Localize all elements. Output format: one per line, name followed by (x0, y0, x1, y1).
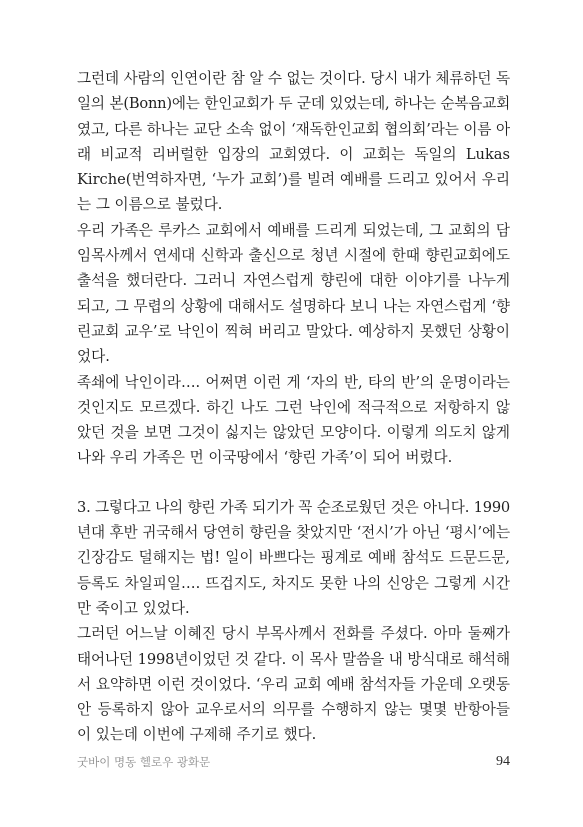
text-line: 서 요약하면 이런 것이었다. ‘우리 교회 예배 참석자들 가운데 오랫동 (77, 675, 510, 693)
text-line: 것인지도 모르겠다. 하긴 나도 그런 낙인에 적극적으로 저항하지 않 (77, 398, 510, 416)
text-line: 았던 것을 보면 그것이 싫지는 않았던 모양이다. 이렇게 의도치 않게 (77, 424, 510, 442)
text-line: Kirche(번역하자면, ‘누가 교회’)를 빌려 예배를 드리고 있어서 우리 (77, 171, 510, 189)
paragraph (77, 495, 510, 621)
text-line: 족쇄에 낙인이라…. 어쩌면 이런 게 ‘자의 반, 타의 반’의 운명이라는 (77, 373, 510, 391)
text-line: 3. 그렇다고 나의 향린 가족 되기가 꼭 순조로웠던 것은 아니다. 1990 (77, 498, 510, 516)
running-footer-title: 굿바이 명동 헬로우 광화문 (77, 755, 211, 769)
text-line: 긴장감도 덜해지는 법! 일이 바쁘다는 핑계로 예배 참석도 드문드문, (77, 549, 510, 567)
text-line: 태어나던 1998년이었던 것 같다. 이 목사 말씀을 내 방식대로 해석해 (77, 650, 510, 668)
text-line: 안 등록하지 않아 교우로서의 의무를 수행하지 않는 몇몇 반항아들 (77, 701, 510, 719)
text-line: 출석을 했더란다. 그러니 자연스럽게 향린에 대한 이야기를 나누게 (77, 272, 510, 290)
body-text (77, 66, 510, 748)
text-line: 래 비교적 리버럴한 입장의 교회였다. 이 교회는 독일의 Lukas (77, 145, 510, 163)
text-line: 우리 가족은 루카스 교회에서 예배를 드리게 되었는데, 그 교회의 담 (77, 221, 510, 239)
text-line: 되고, 그 무렵의 상황에 대해서도 설명하다 보니 나는 자연스럽게 ‘향 (77, 297, 510, 315)
paragraph (77, 621, 510, 747)
text-line: 는 그 이름으로 불렀다. (77, 196, 223, 214)
text-line: 만 죽이고 있었다. (77, 599, 190, 617)
section-spacer (77, 471, 510, 495)
text-line: 년대 후반 귀국해서 당연히 향린을 찾았지만 ‘전시’가 아닌 ‘평시’에는 (77, 524, 510, 542)
text-line: 일의 본(Bonn)에는 한인교회가 두 군데 있었는데, 하나는 순복음교회 (77, 95, 510, 113)
text-line: 그러던 어느날 이혜진 당시 부목사께서 전화를 주셨다. 아마 둘째가 (77, 625, 510, 643)
paragraph (77, 66, 510, 218)
paragraph (77, 370, 510, 471)
text-line: 었다. (77, 348, 110, 366)
paragraph (77, 218, 510, 370)
text-line: 였고, 다른 하나는 교단 소속 없이 ‘재독한인교회 협의회’라는 이름 아 (77, 120, 510, 138)
text-line: 이 있는데 이번에 구제해 주기로 했다. (77, 726, 317, 744)
text-line: 그런데 사람의 인연이란 참 알 수 없는 것이다. 당시 내가 체류하던 독 (77, 70, 510, 87)
page-footer (77, 752, 510, 772)
text-line: 임목사께서 연세대 신학과 출신으로 청년 시절에 한때 향린교회에도 (77, 247, 510, 265)
page-number: 94 (496, 754, 510, 769)
text-line: 나와 우리 가족은 먼 이국땅에서 ‘향린 가족’이 되어 버렸다. (77, 449, 453, 467)
text-line: 린교회 교우’로 낙인이 찍혀 버리고 말았다. 예상하지 못했던 상황이 (77, 322, 510, 340)
text-line: 등록도 차일피일…. 뜨겁지도, 차지도 못한 나의 신앙은 그렇게 시간 (77, 574, 510, 592)
